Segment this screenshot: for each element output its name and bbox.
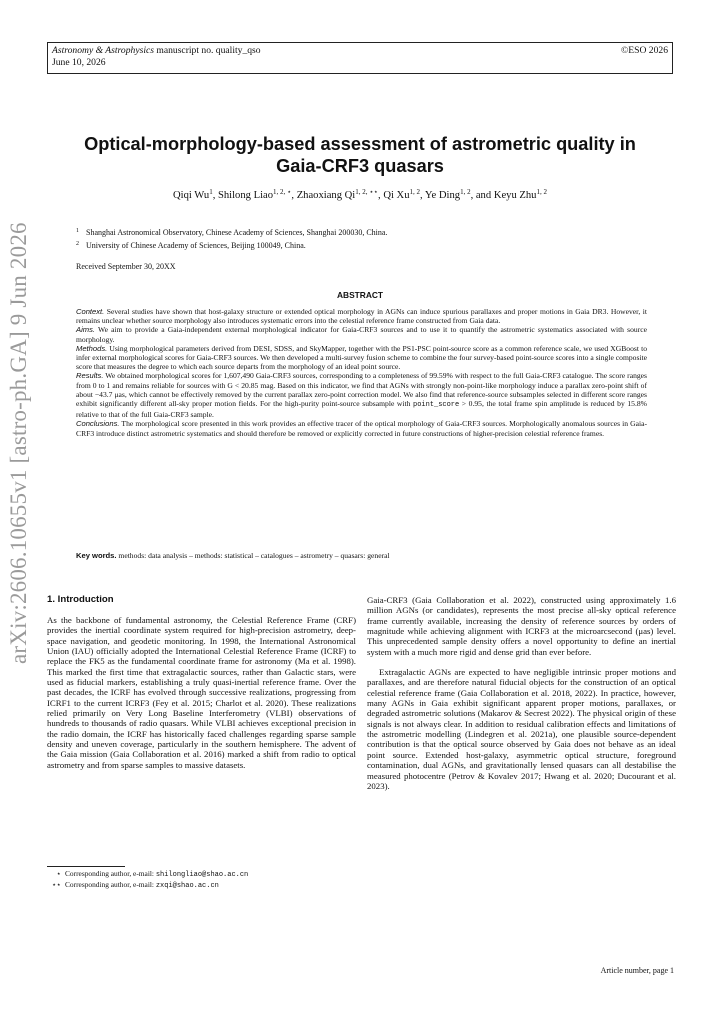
page-footer: Article number, page 1 (600, 966, 674, 975)
author-list: Qiqi Wu$^1$, Shilong Liao$^{1, 2, ⋆}$, Zhaoxiang $Qi^{1, 2, ⋆⋆}$, Qi Xu$^{1, 2}$, Ye Ding$^{1, 2}$, and Keyu Zhu$^{1, 2}$ (173, 188, 547, 201)
running-header (47, 42, 673, 74)
footnote-item: ⋆ Corresponding author, e-mail: shilongliao@shao.ac.cn (56, 869, 249, 879)
manuscript-id: manuscript no. quality_qso (153, 45, 261, 56)
affiliations (76, 226, 387, 251)
received-date: Received September 30, 20XX (76, 262, 176, 271)
email-link[interactable]: shilongliao@shao.ac.cn (155, 871, 249, 879)
author-affil: 1, 2 (460, 188, 471, 196)
author-affil: 1, 2, ⋆⋆ (355, 188, 379, 196)
right-column (367, 595, 676, 791)
footnotes (47, 869, 248, 891)
abstract-context: Context. Several studies have shown that host-galaxy structure or extended optical morphology in AGNs can induce spurious parallaxes and proper motions in Gaia DR3. However, it remains unclear whether source morphology also introduces systematic errors into the celestial reference frame constructed from Gaia data. (76, 307, 647, 326)
footnote-rule (47, 866, 125, 867)
code-point-score: point_score (413, 401, 460, 410)
author-affil: 1, 2 (409, 188, 421, 196)
author-affil: 1, 2 (536, 188, 547, 196)
intro-paragraph-1: As the backbone of fundamental astronomy, the Celestial Reference Frame (CRF) provides the inertial coordinate system required for high-precision astrometry, deep-space navigation, and geodetic monitoring. In 1998, the International Astronomical Union (IAU) officially adopted the International Celestial Reference Frame (ICRF) to replace the FK5 as the fundamental coordinate frame for astronomy (Ma et al. 1998). This marked the first time that extragalactic sources, rather than Galactic stars, were used as fiducial markers, establishing a truly quasi-inertial reference frame. Over the past decades, the ICRF has evolved through successive realizations, progressing from ICRF1 to the current ICRF3 (Fey et al. 2015; Charlot et al. 2020). These realizations relied primarily on Very Long Baseline Interferometry (VLBI) observations of hundreds to thousands of radio quasars. While VLBI achieves exceptional precision in the radio domain, the ICRF has historically faced challenges regarding sparse sample density and uneven coverage, particularly in the southern hemisphere. The advent of the Gaia mission (Gaia Collaboration et al. 2016) marked a shift from radio to optical astrometry and from sparse samples to massive datasets. (47, 615, 356, 770)
keywords: Key words. methods: data analysis – methods: statistical – catalogues – astrometry – quasars: general (76, 551, 390, 560)
affiliation-item: 2 University of Chinese Academy of Sciences, Beijing 100049, China. (76, 240, 306, 250)
left-column (47, 594, 356, 770)
section-heading-introduction: 1. Introduction (47, 594, 114, 605)
intro-paragraph-2: Gaia-CRF3 (Gaia Collaboration et al. 2022), constructed using approximately 1.6 million AGNs (or candidates), represents the most precise all-sky optical reference frame currently available, increasing the density of reference sources by orders of magnitude while achieving alignment with ICRF3 at the microarcsecond (μas) level. This unprecedented sample density offers a novel opportunity to define an inertial system with a much more rigid and dense grid than ever before. (367, 595, 676, 657)
author: Qi Xu (383, 190, 410, 201)
abstract-aims: Aims. We aim to provide a Gaia-independent external morphological indicator for Gaia-CRF3 sources and to use it to quantify the astrometric systematics associated with source morphology. (76, 325, 647, 344)
author: Shilong Liao (217, 190, 274, 201)
journal-name: Astronomy & Astrophysics (52, 45, 154, 56)
paper-title (40, 133, 680, 177)
abstract-conclusions: Conclusions. The morphological score presented in this work provides an effective tracer of the optical morphology of Gaia-CRF3 sources. Morphologically anomalous sources in Gaia-CRF3 introduce distinct astrometric systematics and should therefore be removed or explicitly corrected in future constructions of higher-precision celestial reference frames. (76, 419, 647, 438)
author: Keyu Zhu (493, 190, 537, 201)
footnote-item: ⋆⋆ Corresponding author, e-mail: zxqi@shao.ac.cn (51, 880, 219, 890)
intro-paragraph-3: Extragalactic AGNs are expected to have negligible intrinsic proper motions and parallaxes, and are therefore natural fiducial objects for the construction of an optical celestial reference frame (Gaia Collaboration et al. 2018, 2022). In practice, however, many AGNs in Gaia exhibit significant apparent proper motions, parallaxes, or degraded astrometric solutions (Makarov & Secrest 2022). The physical origin of these signals is not always clear. In addition to residual calibration effects and limitations of the astrometric modelling (Lindegren et al. 2021a), one plausible source-dependent contribution is that the optical source observed by Gaia does not behave as an ideal point source. Extended host-galaxy, asymmetric optical structure, foreground contamination, dual AGNs, and gravitationally lensed quasars can all destabilise the measured photocentre (Petrov & Kovalev 2017; Hwang et al. 2020; Ducourant et al. 2023). (367, 667, 676, 791)
author: Qiqi Wu (173, 190, 210, 201)
email-link[interactable]: zxqi@shao.ac.cn (155, 882, 219, 890)
title-line-1: Optical-morphology-based assessment of astrometric quality in (84, 134, 636, 154)
abstract-heading: ABSTRACT (336, 290, 384, 300)
header-date: June 10, 2026 (52, 56, 106, 68)
affiliation-item: 1 Shanghai Astronomical Observatory, Chinese Academy of Sciences, Shanghai 200030, China. (76, 228, 388, 237)
copyright: ©ESO 2026 (621, 45, 668, 56)
author: Ye Ding (424, 190, 461, 201)
title-line-2: Gaia-CRF3 quasars (276, 156, 444, 176)
author-affil: 1, 2, ⋆ (273, 188, 292, 196)
abstract-methods: Methods. Using morphological parameters derived from DESI, SDSS, and SkyMapper, together with the PS1-PSC point-source score as a common reference scale, we used XGBoost to infer external morphological scores for Gaia-CRF3 sources. We then developed a multi-survey fusion scheme to combine the four survey-based point-source scores into a single composite score that measures the degree to which each source departs from the morphology of an ideal point source. (76, 343, 647, 372)
author-affil: 1 (209, 188, 213, 196)
abstract-results: Results. We obtained morphological scores for 1,607,490 Gaia-CRF3 sources, corresponding to a completeness of 99.59% with respect to the full Gaia-CRF3 catalogue. The score ranges from 0 to 1 and remains reliable for sources with G < 20.85 mag. Based on this indicator, we find that AGNs with strongly non-point-like morphology induce a parallax zero-point shift of about −43.7 μas, which cannot be effectively removed by the current parallax zero-point correction model. We also find that reference-source subsamples selected in different score ranges exhibit significantly different all-sky proper motion fields. For the high-purity point-source subsample with point_score > 0.95, the total frame spin amplitude is reduced by 15.8% relative to that of the full Gaia-CRF3 sample. (76, 371, 647, 420)
abstract (76, 307, 647, 438)
arxiv-stamp: arXiv:2606.10655v1 [astro-ph.GA] 9 Jun 2026 (6, 222, 31, 664)
author: Zhaoxiang Qi (296, 190, 356, 201)
